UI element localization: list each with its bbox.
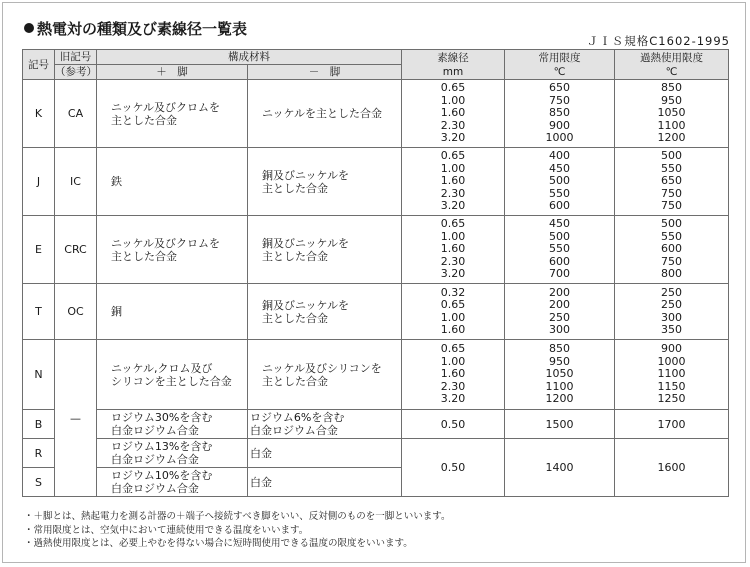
normal-limit-cell xyxy=(505,80,615,148)
wire-diameter-cell: 0.50 xyxy=(402,439,505,497)
page-title xyxy=(24,18,247,39)
plus-leg-cell xyxy=(97,216,248,284)
overheat-limit-value: 1250 xyxy=(657,392,686,406)
plus-leg-line: 鉄 xyxy=(111,175,122,188)
symbol-cell: K xyxy=(23,80,55,148)
standard-label: ＪＩＳ規格C1602-1995 xyxy=(586,34,730,48)
overheat-limit-value: 850 xyxy=(661,81,682,95)
normal-limit-value: 200 xyxy=(549,285,570,299)
header-normal-limit-label: 常用限度 xyxy=(538,51,581,64)
normal-limit-value: 450 xyxy=(549,161,570,175)
wire-diameter-value: 1.60 xyxy=(440,367,466,381)
wire-diameter-value: 3.20 xyxy=(440,392,466,406)
plus-leg-cell xyxy=(97,284,248,340)
normal-limit-cell xyxy=(505,284,615,340)
plus-leg-line: ロジウム30%を含む xyxy=(111,411,213,424)
normal-limit-value: 700 xyxy=(549,267,570,281)
wire-diameter-cell xyxy=(402,80,505,148)
minus-leg-line: 主とした合金 xyxy=(262,311,328,325)
wire-diameter-cell xyxy=(402,216,505,284)
table-row xyxy=(23,439,729,468)
header-minus-leg: － 脚 xyxy=(248,65,402,80)
minus-leg-line: 銅及びニッケルを xyxy=(262,236,350,250)
normal-limit-value: 250 xyxy=(549,310,570,324)
header-wire-diameter xyxy=(402,50,505,80)
wire-diameter-value: 1.00 xyxy=(440,354,466,368)
wire-diameter-value: 1.00 xyxy=(440,310,466,324)
bullet-icon xyxy=(24,23,34,33)
overheat-limit-cell xyxy=(615,340,729,410)
overheat-limit-value: 950 xyxy=(661,93,682,107)
table-row xyxy=(23,284,729,340)
wire-diameter-value: 0.65 xyxy=(440,81,466,95)
wire-diameter-value: 0.65 xyxy=(440,298,466,312)
plus-leg-cell xyxy=(97,468,248,497)
plus-leg-cell xyxy=(97,80,248,148)
wire-diameter-value: 2.30 xyxy=(440,186,466,200)
overheat-limit-value: 550 xyxy=(661,161,682,175)
overheat-limit-cell xyxy=(615,80,729,148)
plus-leg-cell xyxy=(97,410,248,439)
minus-leg-line: 銅及びニッケルを xyxy=(262,298,350,312)
header-normal-limit xyxy=(505,50,615,80)
header-wire-unit: mm xyxy=(442,65,464,78)
wire-diameter-value: 1.00 xyxy=(440,229,466,243)
plus-leg-line: 白金ロジウム合金 xyxy=(111,453,199,466)
overheat-limit-value: 750 xyxy=(661,254,682,268)
overheat-limit-value: 300 xyxy=(661,310,682,324)
wire-diameter-cell: 0.50 xyxy=(402,410,505,439)
minus-leg-line: 主とした合金 xyxy=(262,249,328,263)
old-symbol-cell: OC xyxy=(55,284,97,340)
normal-limit-value: 1200 xyxy=(545,392,574,406)
minus-leg-line: 白金 xyxy=(250,475,272,489)
overheat-limit-value: 650 xyxy=(661,174,682,188)
normal-limit-value: 750 xyxy=(549,93,570,107)
symbol-cell: J xyxy=(23,148,55,216)
wire-diameter-value: 0.65 xyxy=(440,149,466,163)
overheat-limit-value: 1050 xyxy=(657,106,686,120)
header-material: 構成材料 xyxy=(97,50,402,65)
normal-limit-cell xyxy=(505,340,615,410)
symbol-cell: E xyxy=(23,216,55,284)
symbol-cell: R xyxy=(23,439,55,468)
normal-limit-value: 450 xyxy=(549,217,570,231)
minus-leg-line: 白金 xyxy=(250,446,272,460)
table-row xyxy=(23,148,729,216)
minus-leg-line: ニッケルを主とした合金 xyxy=(262,107,383,120)
normal-limit-value: 650 xyxy=(549,81,570,95)
wire-diameter-value: 1.60 xyxy=(440,242,466,256)
minus-leg-line: ニッケル及びシリコンを xyxy=(262,361,382,375)
overheat-limit-cell xyxy=(615,216,729,284)
wire-diameter-value: 3.20 xyxy=(440,199,466,213)
minus-leg-line: 主とした合金 xyxy=(262,181,328,195)
plus-leg-line: ニッケル及びクロムを xyxy=(111,236,221,250)
minus-leg-cell xyxy=(248,439,402,468)
minus-leg-cell xyxy=(248,468,402,497)
header-overheat-limit-label: 過熱使用限度 xyxy=(640,51,703,64)
plus-leg-line: ロジウム10%を含む xyxy=(111,469,213,482)
plus-leg-line: シリコンを主とした合金 xyxy=(111,374,232,388)
old-symbol-cell: CRC xyxy=(55,216,97,284)
table-row xyxy=(23,340,729,410)
plus-leg-line: 主とした合金 xyxy=(111,249,177,263)
header-old-symbol: 旧記号 xyxy=(55,50,97,65)
normal-limit-value: 1100 xyxy=(545,379,574,393)
wire-diameter-value: 2.30 xyxy=(440,118,466,132)
plus-leg-line: ロジウム13%を含む xyxy=(111,440,213,453)
footnote: ・常用限度とは、空気中において連続使用できる温度をいいます。 xyxy=(24,524,309,536)
minus-leg-cell xyxy=(248,80,402,148)
overheat-limit-value: 800 xyxy=(661,267,682,281)
overheat-limit-value: 1100 xyxy=(657,367,686,381)
wire-diameter-value: 1.60 xyxy=(440,174,466,188)
old-symbol-cell: CA xyxy=(55,80,97,148)
plus-leg-line: 主とした合金 xyxy=(111,113,177,127)
overheat-limit-value: 750 xyxy=(661,199,682,213)
header-symbol: 記号 xyxy=(23,50,55,80)
minus-leg-cell xyxy=(248,216,402,284)
normal-limit-value: 600 xyxy=(549,254,570,268)
minus-leg-cell xyxy=(248,340,402,410)
old-symbol-cell: — xyxy=(55,340,97,497)
thermocouple-table xyxy=(22,49,729,497)
plus-leg-cell xyxy=(97,439,248,468)
overheat-limit-cell xyxy=(615,148,729,216)
wire-diameter-value: 1.00 xyxy=(440,161,466,175)
wire-diameter-value: 0.65 xyxy=(440,342,466,356)
overheat-limit-value: 500 xyxy=(661,217,682,231)
plus-leg-line: 白金ロジウム合金 xyxy=(111,482,199,495)
wire-diameter-value: 1.60 xyxy=(440,106,466,120)
page-title-text: 熱電対の種類及び素線径一覧表 xyxy=(37,20,248,38)
header-overheat-limit xyxy=(615,50,729,80)
minus-leg-line: ロジウム6%を含む xyxy=(250,411,345,424)
plus-leg-cell xyxy=(97,148,248,216)
overheat-limit-cell: 1600 xyxy=(615,439,729,497)
wire-diameter-value: 3.20 xyxy=(440,131,466,145)
wire-diameter-cell xyxy=(402,148,505,216)
footnote: ・＋脚とは、熱起電力を測る計器の＋端子へ接続すべき脚をいい、反対側のものを一脚といいます。 xyxy=(24,511,451,522)
header-overheat-unit: ℃ xyxy=(665,65,678,78)
minus-leg-line: 白金ロジウム合金 xyxy=(250,424,338,437)
wire-diameter-value: 3.20 xyxy=(440,267,466,281)
old-symbol-cell: IC xyxy=(55,148,97,216)
overheat-limit-value: 900 xyxy=(661,342,682,356)
wire-diameter-value: 1.00 xyxy=(440,93,466,107)
table-row xyxy=(23,410,729,439)
wire-diameter-value: 1.60 xyxy=(440,322,466,336)
plus-leg-line: 白金ロジウム合金 xyxy=(111,424,199,437)
normal-limit-cell xyxy=(505,148,615,216)
overheat-limit-cell xyxy=(615,284,729,340)
footnotes xyxy=(24,510,451,551)
normal-limit-value: 950 xyxy=(549,354,570,368)
wire-diameter-value: 2.30 xyxy=(440,254,466,268)
normal-limit-value: 850 xyxy=(549,106,570,120)
overheat-limit-value: 1200 xyxy=(657,131,686,145)
plus-leg-line: ニッケル及びクロムを xyxy=(111,100,221,114)
overheat-limit-value: 250 xyxy=(661,285,682,299)
normal-limit-value: 850 xyxy=(549,342,570,356)
overheat-limit-value: 550 xyxy=(661,229,682,243)
normal-limit-cell: 1500 xyxy=(505,410,615,439)
plus-leg-line: 銅 xyxy=(111,305,122,318)
normal-limit-cell: 1400 xyxy=(505,439,615,497)
wire-diameter-value: 0.32 xyxy=(440,285,466,299)
minus-leg-line: 銅及びニッケルを xyxy=(262,168,350,182)
normal-limit-value: 200 xyxy=(549,298,570,312)
normal-limit-value: 900 xyxy=(549,118,570,132)
overheat-limit-value: 1100 xyxy=(657,118,686,132)
symbol-cell: B xyxy=(23,410,55,439)
overheat-limit-value: 500 xyxy=(661,149,682,163)
overheat-limit-value: 350 xyxy=(661,322,682,336)
normal-limit-value: 600 xyxy=(549,199,570,213)
normal-limit-value: 1000 xyxy=(545,131,574,145)
symbol-cell: T xyxy=(23,284,55,340)
normal-limit-value: 550 xyxy=(549,186,570,200)
symbol-cell: N xyxy=(23,340,55,410)
header-normal-unit: ℃ xyxy=(553,65,566,78)
normal-limit-value: 300 xyxy=(549,322,570,336)
normal-limit-value: 500 xyxy=(549,229,570,243)
table-row xyxy=(23,216,729,284)
table-row xyxy=(23,80,729,148)
overheat-limit-cell: 1700 xyxy=(615,410,729,439)
footnote: ・過熱使用限度とは、必要上やむを得ない場合に短時間使用できる温度の限度をいいます。 xyxy=(24,538,413,549)
normal-limit-cell xyxy=(505,216,615,284)
symbol-cell: S xyxy=(23,468,55,497)
overheat-limit-value: 600 xyxy=(661,242,682,256)
minus-leg-cell xyxy=(248,284,402,340)
wire-diameter-cell xyxy=(402,340,505,410)
wire-diameter-cell xyxy=(402,284,505,340)
normal-limit-value: 1050 xyxy=(545,367,574,381)
overheat-limit-value: 250 xyxy=(661,298,682,312)
normal-limit-value: 550 xyxy=(549,242,570,256)
header-wire-diameter-label: 素線径 xyxy=(437,51,469,64)
plus-leg-cell xyxy=(97,340,248,410)
header-plus-leg: ＋ 脚 xyxy=(97,65,248,80)
plus-leg-line: ニッケル,クロム及び xyxy=(111,361,213,375)
normal-limit-value: 500 xyxy=(549,174,570,188)
wire-diameter-value: 2.30 xyxy=(440,379,466,393)
normal-limit-value: 400 xyxy=(549,149,570,163)
minus-leg-cell xyxy=(248,410,402,439)
minus-leg-cell xyxy=(248,148,402,216)
wire-diameter-value: 0.65 xyxy=(440,217,466,231)
overheat-limit-value: 1150 xyxy=(657,379,686,393)
overheat-limit-value: 1000 xyxy=(657,354,686,368)
overheat-limit-value: 750 xyxy=(661,186,682,200)
minus-leg-line: 主とした合金 xyxy=(262,374,328,388)
header-old-symbol-note: （参考） xyxy=(55,66,97,78)
